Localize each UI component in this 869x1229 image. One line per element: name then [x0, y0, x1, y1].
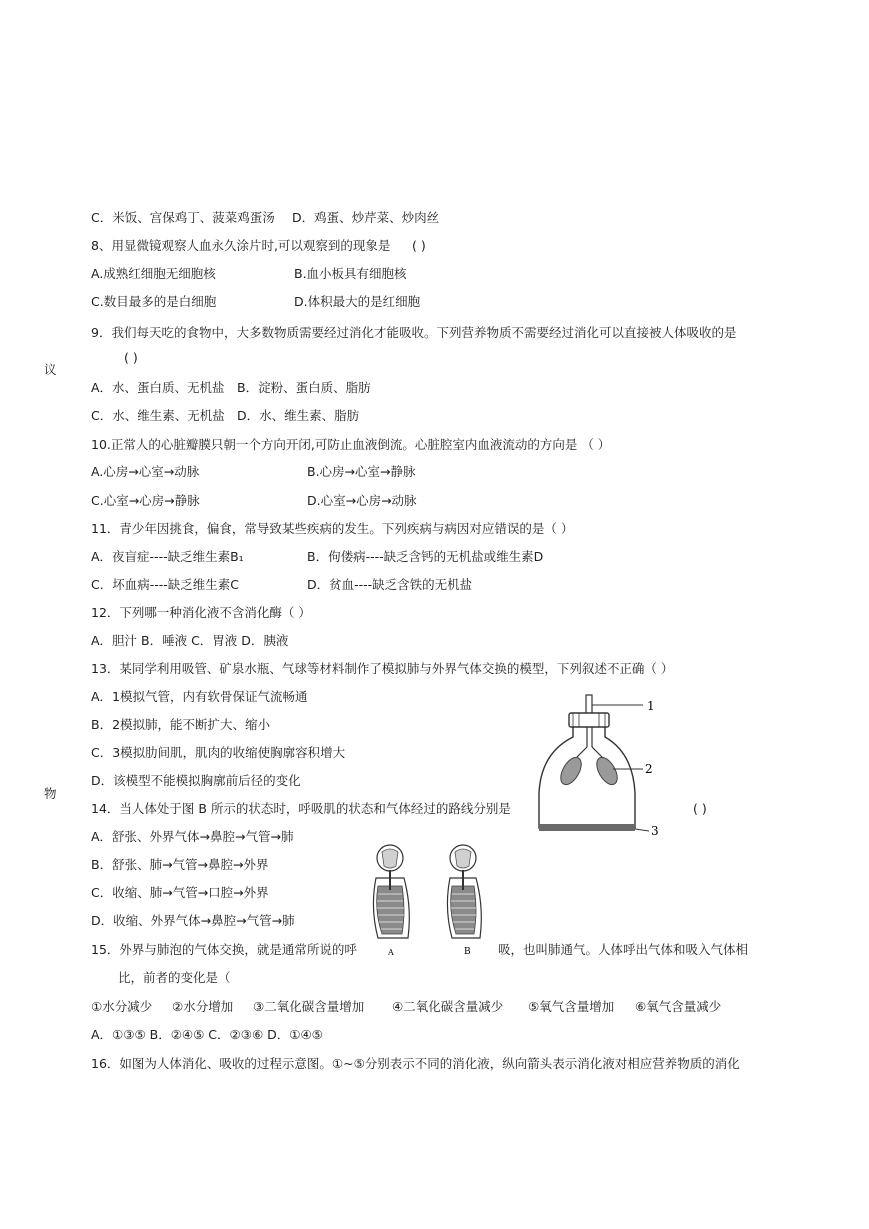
q15-item-5: ⑤氧气含量增加 [528, 999, 615, 1014]
q15-stem-part2: 吸，也叫肺通气。人体呼出气体和吸入气体相 [498, 942, 749, 957]
q10-option-d: D.心室→心房→动脉 [307, 493, 417, 508]
q8-paren: ( ) [412, 238, 426, 253]
q8-option-a: A.成熟红细胞无细胞核 [91, 266, 216, 281]
q10-option-a: A.心房→心室→动脉 [91, 464, 200, 479]
q9-stem: 9．我们每天吃的食物中，大多数物质需要经过消化才能吸收。下列营养物质不需要经过消化可以直接被人体吸收的是 [91, 325, 737, 340]
breathing-figures [360, 838, 500, 958]
q14-option-d: D．收缩、外界气体→鼻腔→气管→肺 [91, 913, 295, 928]
q15-item-4: ④二氧化碳含量减少 [392, 999, 504, 1014]
q7-option-c: C．米饭、宫保鸡丁、菠菜鸡蛋汤 [91, 210, 275, 225]
q8-option-d: D.体积最大的是红细胞 [294, 294, 421, 309]
q9-option-a: A．水、蛋白质、无机盐 [91, 380, 225, 395]
q12-stem: 12．下列哪一种消化液不含消化酶（ ） [91, 605, 311, 620]
figure-a-label: A [388, 948, 394, 957]
q11-option-d: D．贫血----缺乏含铁的无机盐 [307, 577, 473, 592]
q15-item-6: ⑥氧气含量减少 [635, 999, 722, 1014]
q10-option-c: C.心室→心房→静脉 [91, 493, 200, 508]
q7-option-d: D．鸡蛋、炒芹菜、炒肉丝 [292, 210, 440, 225]
q9-option-b: B．淀粉、蛋白质、脂肪 [237, 380, 371, 395]
q12-options: A．胆汁 B．唾液 C．胃液 D．胰液 [91, 633, 289, 648]
q13-stem: 13．某同学利用吸管、矿泉水瓶、气球等材料制作了模拟肺与外界气体交换的模型，下列叙述不正确（ ） [91, 661, 674, 676]
q15-stem-part1: 15．外界与肺泡的气体交换，就是通常所说的呼 [91, 942, 357, 957]
q15-item-1: ①水分减少 [91, 999, 153, 1014]
q11-option-c: C．坏血病----缺乏维生素C [91, 577, 239, 592]
label-1: 1 [647, 699, 655, 713]
q14-option-a: A．舒张、外界气体→鼻腔→气管→肺 [91, 829, 294, 844]
figure-b [447, 845, 481, 938]
q16-stem: 16．如图为人体消化、吸收的过程示意图。①~⑤分别表示不同的消化液，纵向箭头表示消化液对相应营养物质的消化 [91, 1056, 740, 1071]
q8-option-c: C.数目最多的是白细胞 [91, 294, 217, 309]
q10-option-b: B.心房→心室→静脉 [307, 464, 416, 479]
q15-stem-part3: 比，前者的变化是（ [118, 970, 231, 985]
q13-option-b: B．2模拟肺，能不断扩大、缩小 [91, 717, 271, 732]
q9-paren: ( ) [124, 350, 138, 365]
margin-mark: 物 [44, 786, 57, 801]
q15-choices: A．①③⑤ B．②④⑤ C．②③⑥ D．①④⑤ [91, 1027, 323, 1042]
figure-a [373, 845, 409, 938]
q8-stem: 8、用显微镜观察人血永久涂片时,可以观察到的现象是 [91, 238, 391, 253]
q9-option-c: C．水、维生素、无机盐 [91, 408, 225, 423]
label-3: 3 [651, 824, 659, 838]
lung-model-figure [525, 693, 675, 843]
q9-option-d: D．水、维生素、脂肪 [237, 408, 360, 423]
q15-item-3: ③二氧化碳含量增加 [253, 999, 365, 1014]
q10-stem: 10.正常人的心脏瓣膜只朝一个方向开闭,可防止血液倒流。心脏腔室内血液流动的方向是 （ ） [91, 437, 611, 452]
q13-option-d: D．该模型不能模拟胸廓前后径的变化 [91, 773, 301, 788]
q11-stem: 11．青少年因挑食，偏食，常导致某些疾病的发生。下列疾病与病因对应错误的是（ ） [91, 521, 574, 536]
q14-option-c: C．收缩、肺→气管→口腔→外界 [91, 885, 269, 900]
q8-option-b: B.血小板具有细胞核 [294, 266, 407, 281]
q13-option-c: C．3模拟肋间肌，肌肉的收缩使胸廓容积增大 [91, 745, 346, 760]
label-2: 2 [645, 762, 653, 776]
q11-option-a: A．夜盲症----缺乏维生素B₁ [91, 549, 244, 564]
q15-item-2: ②水分增加 [172, 999, 234, 1014]
margin-mark: 议 [44, 362, 57, 377]
figure-b-label: B [464, 947, 471, 957]
q14-stem: 14．当人体处于图 B 所示的状态时，呼吸肌的状态和气体经过的路线分别是 [91, 801, 511, 816]
q11-option-b: B．佝偻病----缺乏含钙的无机盐或维生素D [307, 549, 544, 564]
q14-paren: ( ) [693, 801, 707, 816]
q13-option-a: A．1模拟气管，内有软骨保证气流畅通 [91, 689, 308, 704]
q14-option-b: B．舒张、肺→气管→鼻腔→外界 [91, 857, 269, 872]
